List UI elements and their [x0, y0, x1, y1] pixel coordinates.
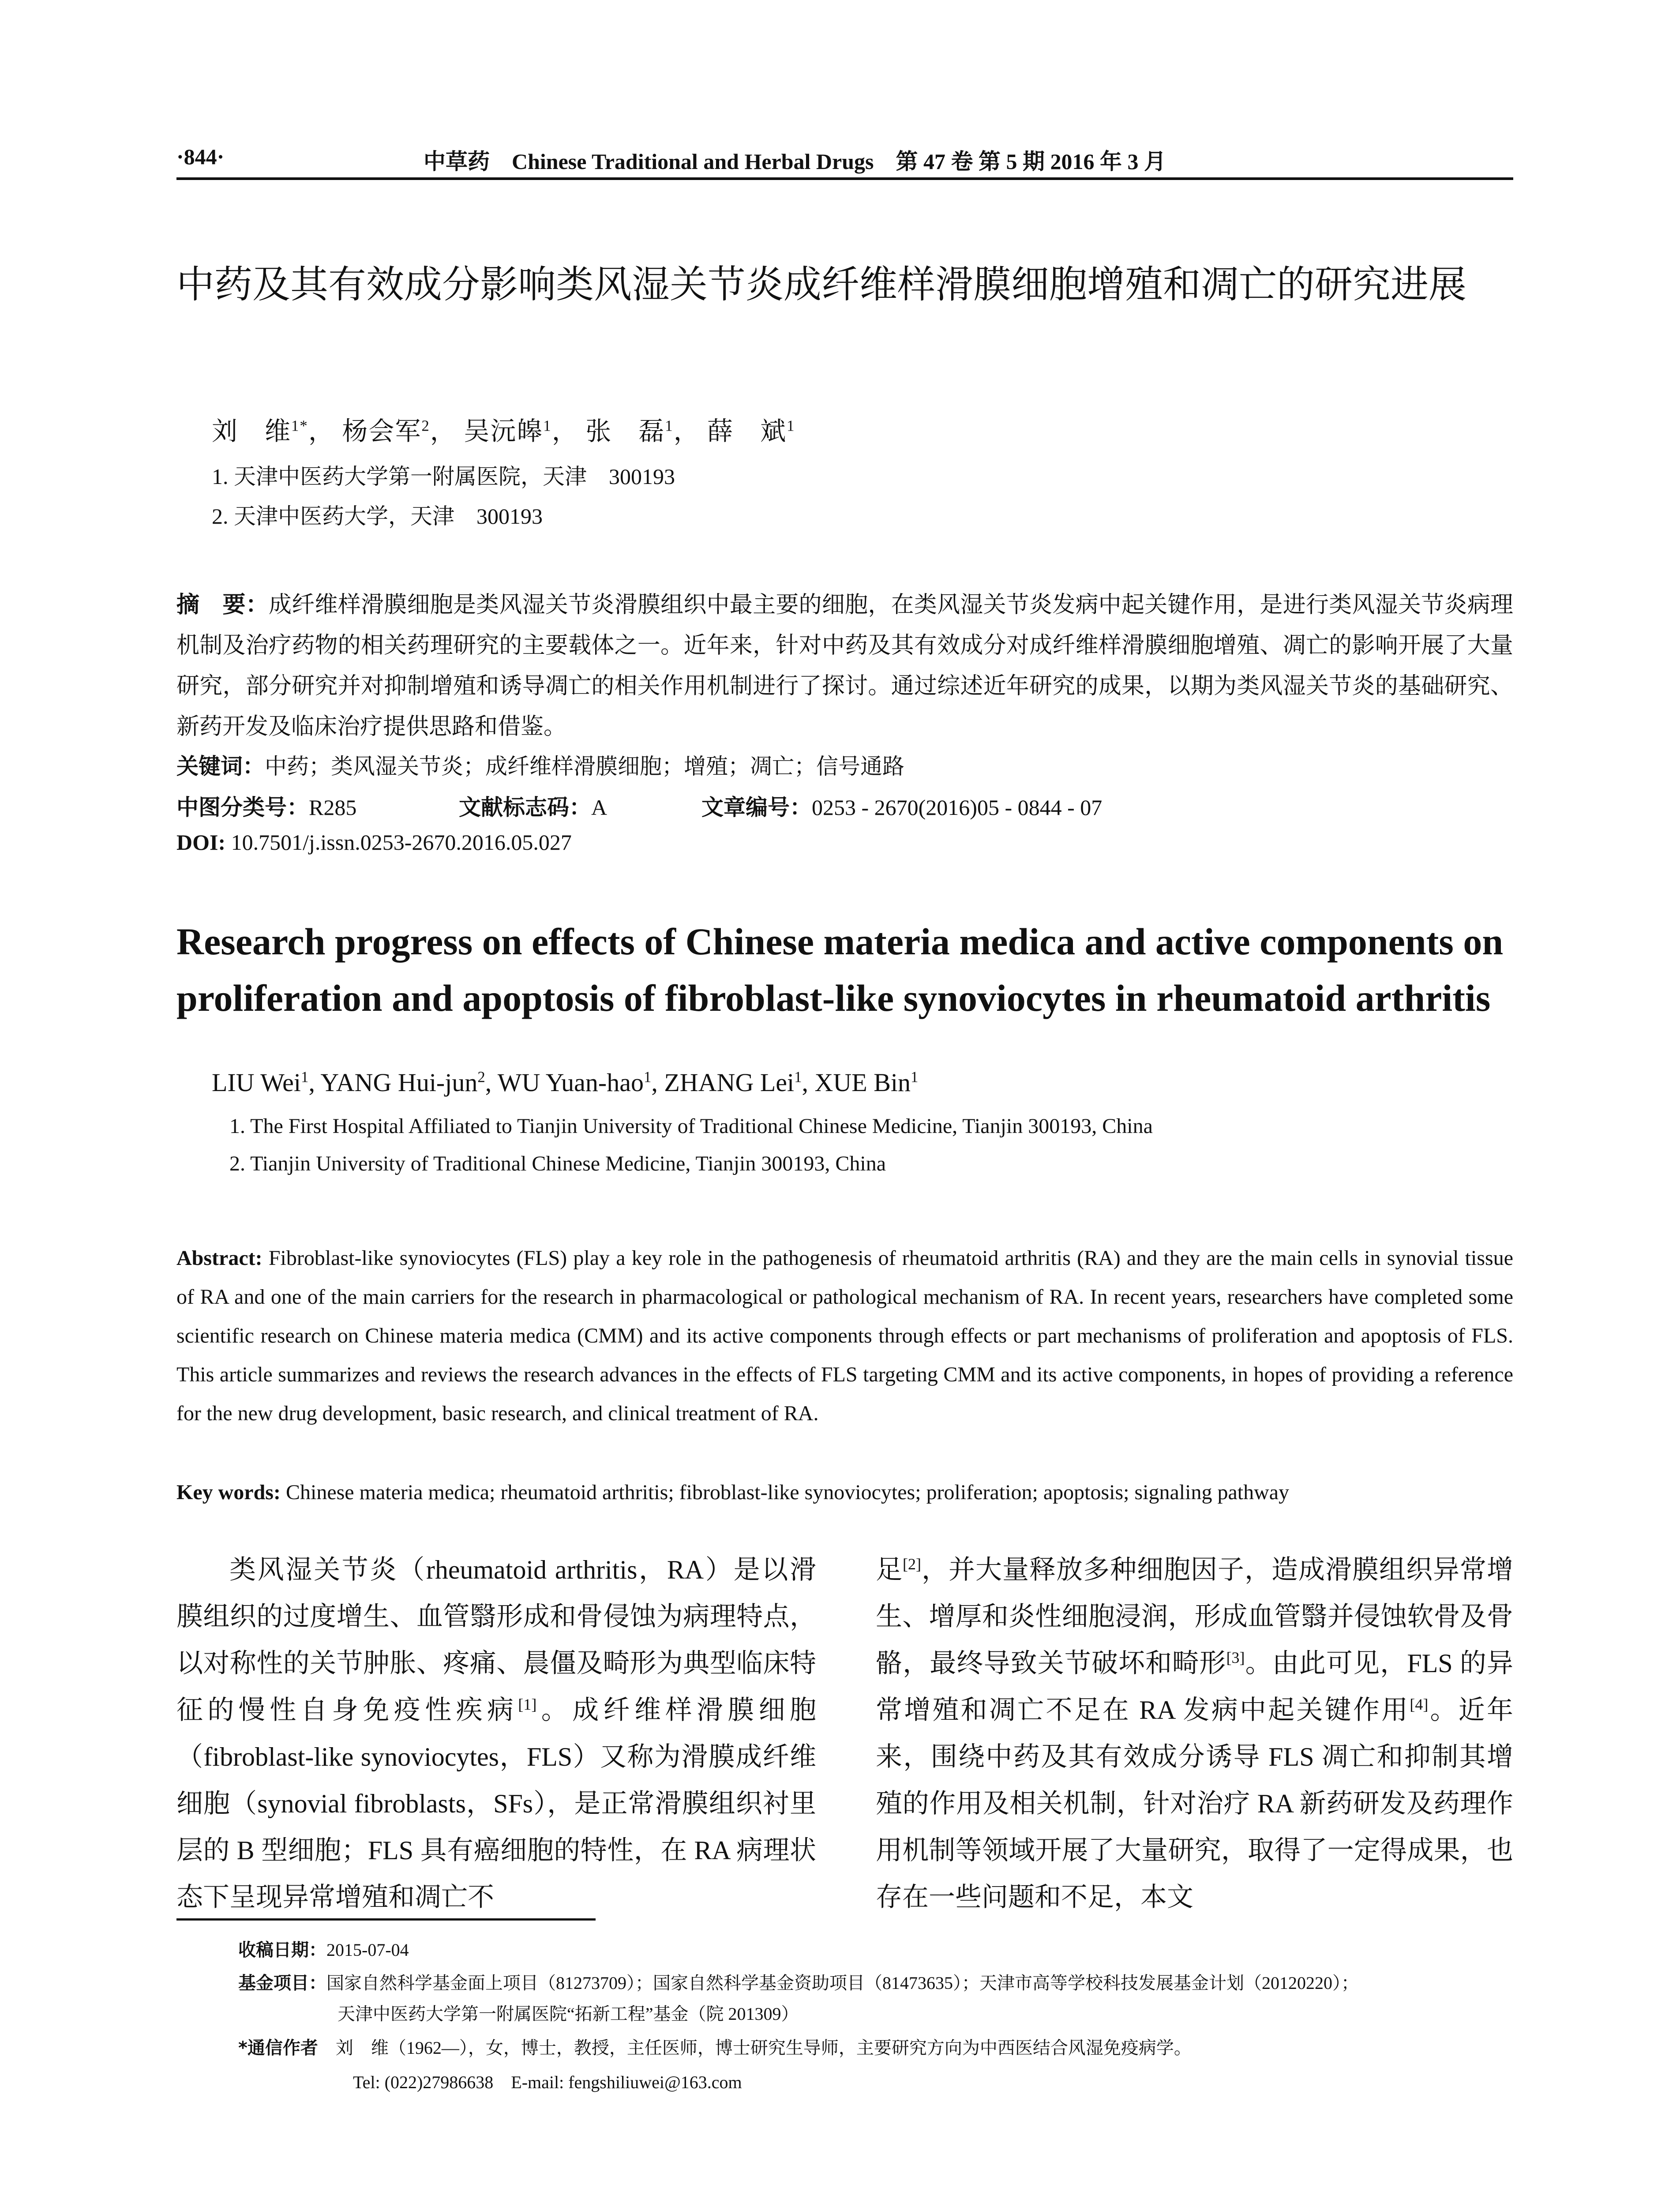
footnote-received [238, 1936, 409, 1961]
en-keywords [176, 1480, 1289, 1504]
body-column-right [876, 1546, 1513, 1921]
en-author: XUE Bin [814, 1068, 911, 1097]
cn-affiliation: 2. 天津中医药大学，天津 300193 [212, 504, 543, 529]
body-text: 类风湿关节炎（rheumatoid arthritis，RA）是以滑膜组织的过度增生、血管翳形成和骨侵蚀为病理特点，以对称性的关节肿胀、疼痛、晨僵及畸形为典型临床特征的慢性自身免疫性疾病 [176, 1555, 816, 1725]
doi-label: DOI: [176, 830, 226, 855]
running-header [176, 139, 1513, 179]
fund-text: 国家自然科学基金面上项目（81273709）；国家自然科学基金资助项目（81473635）；天津市高等学校科技发展基金计划（20120220）； [326, 1973, 1359, 1993]
body-text: ，并大量释放多种细胞因子，造成滑膜组织异常增生、增厚和炎性细胞浸润，形成血管翳并侵蚀软骨及骨骼，最终导致关节破坏和畸形 [876, 1555, 1514, 1678]
cn-abstract [176, 585, 1513, 747]
received-label: 收稿日期： [238, 1940, 326, 1960]
en-title-line: proliferation and apoptosis of fibroblast-like synoviocytes in rheumatoid arthritis [176, 977, 1491, 1019]
en-keywords-label: Key words: [176, 1481, 281, 1504]
cn-classification [176, 790, 356, 822]
en-author-sup: 2 [477, 1068, 485, 1086]
cn-doi [176, 829, 572, 855]
cn-abstract-label: 摘 要： [176, 592, 269, 618]
clc-value: R285 [309, 795, 357, 820]
footnote-fund-cont: 天津中医药大学第一附属医院“拓新工程”基金（院 201309） [338, 2004, 799, 2024]
doc-code-value: A [591, 795, 608, 820]
cn-author-sup: 2 [421, 417, 430, 435]
cn-keywords [176, 749, 904, 780]
cn-author: 杨会军 [342, 417, 422, 446]
cn-article-number [701, 790, 1102, 822]
clc-label: 中图分类号： [176, 795, 309, 820]
en-authors: LIU Wei$^1$, YANG Hui-jun$^2$, WU Yuan-hao$^1$, ZHANG Lei$^1$, XUE Bin$^1$ [212, 1068, 919, 1097]
cn-authors: 刘 维$^{1*}$， 杨会军$^2$， 吴沅皞$^1$， 张 磊$^1$， 薛 斌$^1$ [212, 417, 795, 446]
en-author-sup: 1 [911, 1068, 919, 1086]
cn-author-sup: 1* [291, 417, 308, 435]
doc-code-label: 文献标志码： [459, 795, 591, 820]
cn-author-sup: 1 [665, 417, 674, 435]
en-keywords-text: Chinese materia medica; rheumatoid arthritis; fibroblast-like synoviocytes; proliferation; apoptosis; signaling pathway [285, 1481, 1290, 1504]
en-abstract-text: Fibroblast-like synoviocytes (FLS) play a key role in the pathogenesis of rheumatoid arthritis (RA) and they are the main cells in synovial tissue of RA and one of the main carriers for the research in pharmacological or pathological mechanism of RA. In recent years, researchers have completed some scientific research on Chinese materia medica (CMM) and its active components through effects or part mechanisms of proliferation and apoptosis of FLS. This article summarizes and reviews the research advances in the effects of FLS targeting CMM and its active components, in hopes of providing a reference for the new drug development, basic research, and clinical treatment of RA. [176, 1246, 1513, 1425]
en-author: LIU Wei [212, 1068, 301, 1097]
page-number: ·844· [176, 144, 225, 169]
article-no-value: 0253 - 2670(2016)05 - 0844 - 07 [812, 795, 1102, 820]
footnote-fund [238, 1969, 1359, 1994]
cn-author: 刘 维 [212, 417, 292, 446]
body-column-left [176, 1546, 816, 1921]
corr-label: *通信作者 [238, 2038, 318, 2058]
footnote-correspondence [238, 2034, 1192, 2059]
cn-title: 中药及其有效成分影响类风湿关节炎成纤维样滑膜细胞增殖和凋亡的研究进展 [176, 263, 1466, 307]
cn-affiliation: 1. 天津中医药大学第一附属医院，天津 300193 [212, 464, 675, 489]
corr-text: 刘 维（1962—），女，博士，教授，主任医师，博士研究生导师，主要研究方向为中西医结合风湿免疫病学。 [335, 2038, 1192, 2058]
en-title [176, 913, 1513, 1026]
footnote-contact[interactable]: Tel: (022)27986638 E-mail: fengshiliuwei@163.com [353, 2072, 742, 2092]
doi-value: 10.7501/j.issn.0253-2670.2016.05.027 [231, 830, 572, 855]
article-no-label: 文章编号： [701, 795, 812, 820]
cn-author-sup: 1 [543, 417, 552, 435]
en-author-sup: 1 [794, 1068, 802, 1086]
en-abstract [176, 1239, 1513, 1433]
cn-keywords-label: 关键词： [176, 754, 265, 779]
footnote-rule [176, 1918, 596, 1921]
citation[interactable]: [2] [903, 1555, 921, 1573]
en-abstract-label: Abstract: [176, 1246, 262, 1270]
en-affiliation: 2. Tianjin University of Traditional Chinese Medicine, Tianjin 300193, China [229, 1152, 886, 1175]
cn-abstract-text: 成纤维样滑膜细胞是类风湿关节炎滑膜组织中最主要的细胞，在类风湿关节炎发病中起关键作用，是进行类风湿关节炎病理机制及治疗药物的相关药理研究的主要载体之一。近年来，针对中药及其有效成分对成纤维样滑膜细胞增殖、凋亡的影响开展了大量研究，部分研究并对抑制增殖和诱导凋亡的相关作用机制进行了探讨。通过综述近年研究的成果，以期为类风湿关节炎的基础研究、新药开发及临床治疗提供思路和借鉴。 [176, 593, 1513, 739]
en-author-sup: 1 [643, 1068, 652, 1086]
fund-label: 基金项目： [238, 1973, 326, 1993]
cn-author: 张 磊 [585, 417, 665, 446]
citation[interactable]: [1] [518, 1696, 537, 1713]
en-author-sup: 1 [301, 1068, 309, 1086]
citation[interactable]: [3] [1226, 1649, 1245, 1666]
en-author: ZHANG Lei [664, 1068, 795, 1097]
cn-keywords-text: 中药；类风湿关节炎；成纤维样滑膜细胞；增殖；凋亡；信号通路 [265, 754, 904, 779]
body-text: 。近年来，围绕中药及其有效成分诱导 FLS 凋亡和抑制其增殖的作用及相关机制，针对治疗 RA 新药研发及药理作用机制等领域开展了大量研究，取得了一定得成果，也存在一些问题和不足，本文 [876, 1696, 1514, 1912]
en-author: WU Yuan-hao [497, 1068, 644, 1097]
received-date: 2015-07-04 [326, 1940, 409, 1960]
body-text: 。由此可见，FLS 的异常增殖和凋亡不足在 RA 发病中起关键作用 [876, 1649, 1514, 1725]
body-text: 。成纤维样滑膜细胞（fibroblast-like synoviocytes，FLS）又称为滑膜成纤维细胞（synovial fibroblasts，SFs），是正常滑膜组织衬里层的 B 型细胞；FLS 具有癌细胞的特性，在 RA 病理状态下呈现异常增殖和凋亡不 [176, 1696, 817, 1912]
cn-author: 薛 斌 [707, 417, 787, 446]
cn-author: 吴沅皞 [464, 417, 544, 446]
cn-doc-code [459, 790, 607, 822]
header-rule [176, 177, 1513, 180]
cn-author-sup: 1 [787, 417, 795, 435]
en-affiliation: 1. The First Hospital Affiliated to Tianjin University of Traditional Chinese Medicine, Tianjin 300193, China [229, 1114, 1153, 1138]
citation[interactable]: [4] [1410, 1696, 1429, 1713]
body-text: 足 [876, 1555, 903, 1584]
en-author: YANG Hui-jun [320, 1068, 478, 1097]
journal-info: 中草药 Chinese Traditional and Herbal Drugs 第 47 卷 第 5 期 2016 年 3 月 [424, 149, 1166, 174]
en-title-line: Research progress on effects of Chinese materia medica and active components on [176, 920, 1504, 963]
